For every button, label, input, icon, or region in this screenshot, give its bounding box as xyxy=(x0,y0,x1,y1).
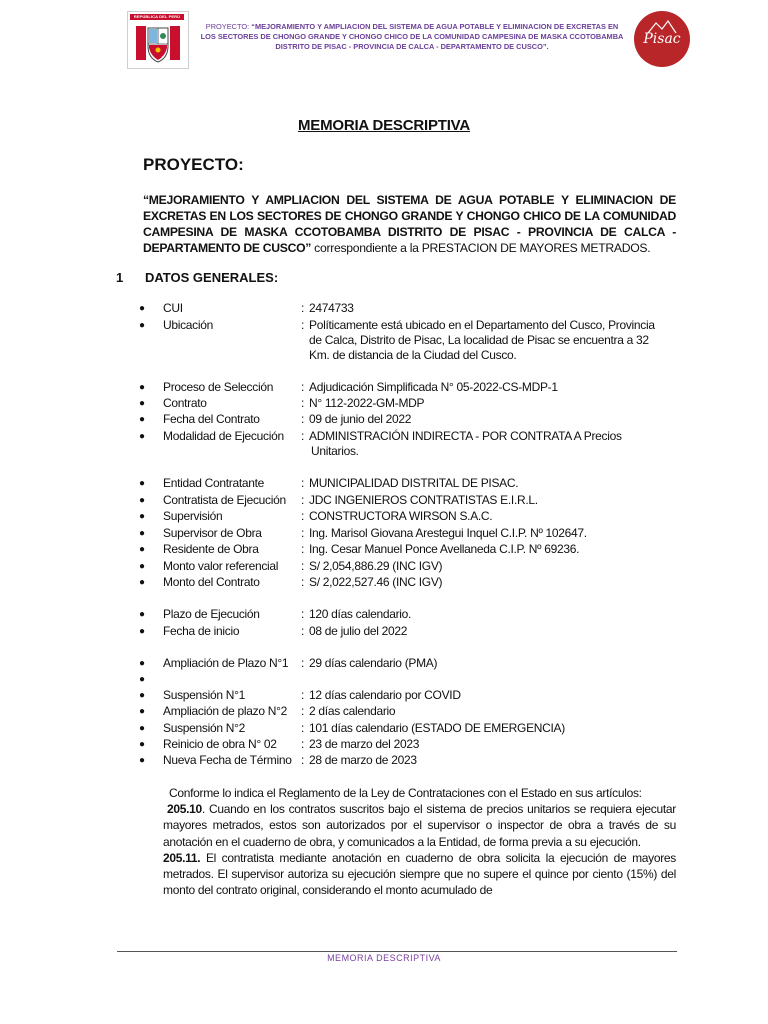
pisac-municipality-logo xyxy=(634,11,690,67)
bullet-icon: ● xyxy=(139,495,145,506)
field-value-line: de Calca, Distrito de Pisac, La localidad de Pisac se encuentra a 32 xyxy=(309,333,649,347)
field-value: Adjudicación Simplificada N° 05-2022-CS-MDP-1 xyxy=(309,380,558,394)
article-text: El contratista mediante anotación en cuaderno de obra solicita la ejecución de mayores metrados. El supervisor autoriza su ejecución siempre que no supere el quince por ciento (15%) del monto del contrato original, considerando el monto acumulado de xyxy=(163,850,676,898)
bullet-icon: ● xyxy=(139,626,145,637)
bullet-icon: ● xyxy=(139,478,145,489)
field-colon: : xyxy=(301,575,305,589)
bullet-icon: ● xyxy=(139,382,145,393)
intro-paragraph: Conforme lo indica el Reglamento de la Ley de Contrataciones con el Estado en sus artículos: xyxy=(169,786,642,800)
field-colon: : xyxy=(301,429,305,443)
field-label: Contrato xyxy=(163,396,207,410)
field-label: CUI xyxy=(163,301,183,315)
project-suffix: correspondiente a la PRESTACION DE MAYORES METRADOS. xyxy=(311,241,651,255)
project-name: “MEJORAMIENTO Y AMPLIACION DEL SISTEMA DE AGUA POTABLE Y ELIMINACION DE EXCRETAS EN LOS SECTORES DE CHONGO GRANDE Y CHONGO CHICO DE LA COMUNIDAD CAMPESINA DE MASKA CCOTOBAMBA DISTRITO DE PISAC - PROVINCIA DE CALCA - DEPARTAMENTO DE CUSCO” xyxy=(143,193,676,255)
field-label: Ubicación xyxy=(163,318,213,332)
field-value: Ing. Marisol Giovana Arestegui Inquel C.I.P. Nº 102647. xyxy=(309,526,587,540)
field-value: Ing. Cesar Manuel Ponce Avellaneda C.I.P. Nº 69236. xyxy=(309,542,580,556)
field-colon: : xyxy=(301,301,305,315)
section-title: DATOS GENERALES: xyxy=(145,270,279,285)
field-value: 2474733 xyxy=(309,301,354,315)
field-value: 08 de julio del 2022 xyxy=(309,624,408,638)
field-value xyxy=(309,429,669,459)
field-value: 2 días calendario xyxy=(309,704,396,718)
field-label: Modalidad de Ejecución xyxy=(163,429,284,443)
field-value: S/ 2,022,527.46 (INC IGV) xyxy=(309,575,443,589)
field-value: 09 de junio del 2022 xyxy=(309,412,412,426)
bullet-icon: ● xyxy=(139,658,145,669)
field-colon: : xyxy=(301,704,305,718)
bullet-icon: ● xyxy=(139,755,145,766)
field-value: 12 días calendario por COVID xyxy=(309,688,461,702)
field-colon: : xyxy=(301,607,305,621)
page-header xyxy=(0,0,768,78)
field-label: Ampliación de plazo N°2 xyxy=(163,704,287,718)
field-label: Nueva Fecha de Término xyxy=(163,753,292,767)
field-colon: : xyxy=(301,721,305,735)
header-project-label: PROYECTO: xyxy=(205,22,250,31)
field-colon: : xyxy=(301,509,305,523)
field-value: 28 de marzo de 2023 xyxy=(309,753,417,767)
field-label: Ampliación de Plazo N°1 xyxy=(163,656,289,670)
field-colon: : xyxy=(301,318,305,332)
field-label: Residente de Obra xyxy=(163,542,259,556)
field-colon: : xyxy=(301,737,305,751)
field-value-line: ADMINISTRACIÓN INDIRECTA - POR CONTRATA A Precios xyxy=(309,429,622,443)
field-value-line: Km. de distancia de la Ciudad del Cusco. xyxy=(309,348,517,362)
bullet-icon: ● xyxy=(139,320,145,331)
field-value: 29 días calendario (PMA) xyxy=(309,656,438,670)
field-value: 23 de marzo del 2023 xyxy=(309,737,420,751)
field-colon: : xyxy=(301,493,305,507)
bullet-icon: ● xyxy=(139,398,145,409)
field-label: Monto del Contrato xyxy=(163,575,260,589)
article-205-11 xyxy=(163,850,676,899)
bullet-icon: ● xyxy=(139,528,145,539)
field-colon: : xyxy=(301,380,305,394)
pisac-logo-word: Pisac xyxy=(643,31,681,47)
field-colon: : xyxy=(301,656,305,670)
field-value-line: Políticamente está ubicado en el Departamento del Cusco, Provincia xyxy=(309,318,655,332)
field-label: Plazo de Ejecución xyxy=(163,607,260,621)
bullet-icon: ● xyxy=(139,739,145,750)
field-value: MUNICIPALIDAD DISTRITAL DE PISAC. xyxy=(309,476,519,490)
bullet-icon: ● xyxy=(139,609,145,620)
project-description xyxy=(143,192,676,256)
bullet-icon: ● xyxy=(139,303,145,314)
bullet-icon: ● xyxy=(139,723,145,734)
peru-coat-of-arms-logo xyxy=(127,11,189,69)
bullet-icon: ● xyxy=(139,414,145,425)
field-label: Monto valor referencial xyxy=(163,559,279,573)
field-value: 120 días calendario. xyxy=(309,607,412,621)
bullet-icon: ● xyxy=(139,706,145,717)
field-value-line: Unitarios. xyxy=(311,444,359,458)
field-colon: : xyxy=(301,542,305,556)
field-label: Suspensión N°1 xyxy=(163,688,245,702)
header-project-text: “MEJORAMIENTO Y AMPLIACION DEL SISTEMA DE AGUA POTABLE Y ELIMINACION DE EXCRETAS EN LOS SECTORES DE CHONGO GRANDE Y CHONGO CHICO DE LA COMUNIDAD CAMPESINA DE MASKA CCOTOBAMBA DISTRITO DE PISAC - PROVINCIA DE CALCA - DEPARTAMENTO DE CUSCO”. xyxy=(200,22,624,51)
field-label: Supervisión xyxy=(163,509,223,523)
legal-text xyxy=(163,785,676,898)
article-number: 205.10 xyxy=(167,802,202,817)
document-title: MEMORIA DESCRIPTIVA xyxy=(297,117,471,134)
header-project-title xyxy=(200,22,624,52)
bullet-icon: ● xyxy=(139,690,145,701)
bullet-icon: ● xyxy=(139,431,145,442)
section-number: 1 xyxy=(116,270,124,285)
field-label: Fecha del Contrato xyxy=(163,412,260,426)
bullet-icon: ● xyxy=(139,561,145,572)
article-text: . Cuando en los contratos suscritos bajo el sistema de precios unitarios se requiera ejecutar mayores metrados, estos son autorizados por el supervisor o inspector de obra a través de su anotación en el cuaderno de obra, y comunicados a la Entidad, de forma previa a su ejecución. xyxy=(163,802,676,849)
bullet-icon: ● xyxy=(139,674,145,685)
field-value: N° 112-2022-GM-MDP xyxy=(309,396,425,410)
peru-logo-band: REPÚBLICA DEL PERÚ xyxy=(130,14,184,20)
bullet-icon: ● xyxy=(139,511,145,522)
bullet-icon: ● xyxy=(139,577,145,588)
field-value: 101 días calendario (ESTADO DE EMERGENCIA) xyxy=(309,721,565,735)
field-value: CONSTRUCTORA WIRSON S.A.C. xyxy=(309,509,493,523)
coat-of-arms-icon xyxy=(136,22,180,64)
field-colon: : xyxy=(301,559,305,573)
field-label: Suspensión N°2 xyxy=(163,721,245,735)
field-label: Fecha de inicio xyxy=(163,624,240,638)
field-value: JDC INGENIEROS CONTRATISTAS E.I.R.L. xyxy=(309,493,538,507)
field-colon: : xyxy=(301,526,305,540)
field-label: Contratista de Ejecución xyxy=(163,493,286,507)
field-value xyxy=(309,318,669,363)
footer-divider xyxy=(117,951,677,952)
field-label: Proceso de Selección xyxy=(163,380,274,394)
bullet-icon: ● xyxy=(139,544,145,555)
field-label: Reinicio de obra N° 02 xyxy=(163,737,277,751)
proyecto-heading: PROYECTO: xyxy=(143,155,244,174)
field-value: S/ 2,054,886.29 (INC IGV) xyxy=(309,559,443,573)
field-label: Entidad Contratante xyxy=(163,476,265,490)
field-colon: : xyxy=(301,396,305,410)
article-205-10 xyxy=(163,801,676,850)
field-colon: : xyxy=(301,753,305,767)
footer-title: MEMORIA DESCRIPTIVA xyxy=(327,953,441,963)
field-colon: : xyxy=(301,412,305,426)
article-number: 205.11. xyxy=(163,850,201,865)
field-label: Supervisor de Obra xyxy=(163,526,262,540)
field-colon: : xyxy=(301,624,305,638)
field-colon: : xyxy=(301,476,305,490)
field-colon: : xyxy=(301,688,305,702)
